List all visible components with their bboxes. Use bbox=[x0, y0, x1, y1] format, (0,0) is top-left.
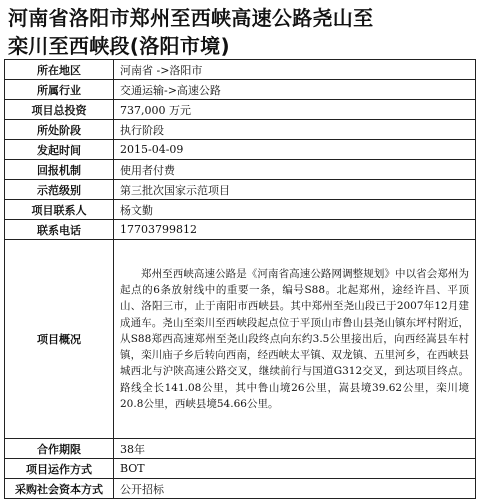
table-row bbox=[5, 220, 476, 240]
table-row bbox=[5, 459, 476, 479]
page-title bbox=[8, 4, 478, 60]
overview-row bbox=[5, 240, 476, 439]
row-label: 示范级别 bbox=[5, 180, 114, 200]
table-row bbox=[5, 439, 476, 459]
row-value: 使用者付费 bbox=[114, 160, 476, 180]
project-info-table bbox=[4, 59, 476, 499]
row-value: 38年 bbox=[114, 439, 476, 459]
row-label: 联系电话 bbox=[5, 220, 114, 240]
row-label: 采购社会资本方式 bbox=[5, 479, 114, 499]
table-row bbox=[5, 140, 476, 160]
row-value: 2015-04-09 bbox=[114, 140, 476, 160]
row-label: 所处阶段 bbox=[5, 120, 114, 140]
row-label: 项目总投资 bbox=[5, 100, 114, 120]
row-value: 737,000 万元 bbox=[114, 100, 476, 120]
row-value: 17703799812 bbox=[114, 220, 476, 240]
row-value: 第三批次国家示范项目 bbox=[114, 180, 476, 200]
table-row bbox=[5, 100, 476, 120]
row-value: 公开招标 bbox=[114, 479, 476, 499]
overview-text: 郑州至西峡高速公路是《河南省高速公路网调整规划》中以省会郑州为起点的6条放射线中的重要一条，编号S88。北起郑州，途经许昌、平顶山、洛阳三市，止于南阳市西峡县。其中郑州至尧山段已于2007年12月建成通车。尧山至栾川至西峡段起点位于平顶山市鲁山县尧山镇东坪村附近，从S88郑西高速郑州至尧山段终点向东约3.5公里接出后，向西经嵩县车村镇，栾川庙子乡后转向西南，经西峡太平镇、双龙镇、五里河乡，在西峡县城西北与沪陕高速公路交叉，继续前行与国道G312交叉，到达项目终点。路线全长141.08公里，其中鲁山境26公里，嵩县境39.62公里，栾川境20.8公里，西峡县境54.66公里。 bbox=[114, 240, 476, 439]
row-value: 河南省 ->洛阳市 bbox=[114, 60, 476, 80]
row-label: 发起时间 bbox=[5, 140, 114, 160]
title-line-2: 栾川至西峡段(洛阳市境) bbox=[8, 34, 230, 58]
row-label: 所属行业 bbox=[5, 80, 114, 100]
row-value: 执行阶段 bbox=[114, 120, 476, 140]
row-value: BOT bbox=[114, 459, 476, 479]
overview-label: 项目概况 bbox=[5, 240, 114, 439]
table-row bbox=[5, 120, 476, 140]
row-label: 所在地区 bbox=[5, 60, 114, 80]
row-label: 项目联系人 bbox=[5, 200, 114, 220]
table-row bbox=[5, 200, 476, 220]
row-value: 交通运输->高速公路 bbox=[114, 80, 476, 100]
row-label: 合作期限 bbox=[5, 439, 114, 459]
row-value: 杨文勤 bbox=[114, 200, 476, 220]
row-label: 回报机制 bbox=[5, 160, 114, 180]
row-label: 项目运作方式 bbox=[5, 459, 114, 479]
table-row bbox=[5, 160, 476, 180]
table-row bbox=[5, 180, 476, 200]
table-row bbox=[5, 60, 476, 80]
title-line-1: 河南省洛阳市郑州至西峡高速公路尧山至 bbox=[8, 6, 374, 30]
table-row bbox=[5, 80, 476, 100]
